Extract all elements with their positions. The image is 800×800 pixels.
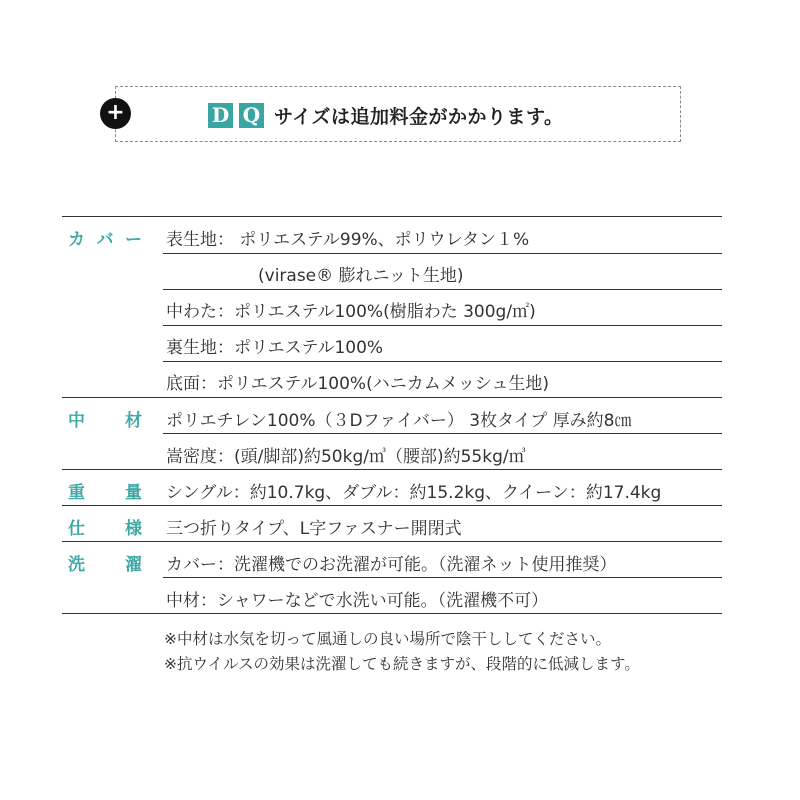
table-line: [62, 216, 722, 217]
plus-icon: +: [100, 98, 131, 129]
cover-fabric-note: (virase® 膨れニット生地): [258, 266, 464, 286]
size-badge-q: Q: [239, 103, 264, 128]
label-weight: 重 量: [68, 483, 142, 503]
cover-lining: 裏生地：ポリエステル100%: [166, 338, 384, 358]
table-line: [163, 433, 722, 434]
cover-outer-fabric: 表生地： ポリエステル99%、ポリウレタン１%: [166, 230, 530, 250]
core-density: 嵩密度：(頭/脚部)約50kg/㎥（腰部)約55kg/㎥: [166, 447, 526, 467]
cover-padding: 中わた：ポリエステル100%(樹脂わた 300g/㎡): [166, 302, 536, 322]
label-cover: カ バ ー: [68, 230, 142, 250]
wash-cover: カバー：洗濯機でのお洗濯が可能。（洗濯ネット使用推奨）: [166, 555, 617, 575]
note-antiviral: ※抗ウイルスの効果は洗濯しても続きますが、段階的に低減します。: [164, 655, 640, 673]
label-core: 中 材: [68, 411, 142, 431]
table-line: [62, 397, 722, 398]
core-material: ポリエチレン100%（３Dファイバー） 3枚タイプ 厚み約8㎝: [166, 411, 632, 431]
table-line: [163, 289, 722, 290]
size-badge-d: D: [208, 103, 233, 128]
label-wash: 洗 濯: [68, 555, 142, 575]
table-line: [62, 613, 722, 614]
table-line: [163, 361, 722, 362]
weight-values: シングル：約10.7kg、ダブル：約15.2kg、クイーン：約17.4kg: [166, 483, 662, 503]
spec-value: 三つ折りタイプ、L字ファスナー開閉式: [166, 519, 462, 539]
label-spec: 仕 様: [68, 519, 142, 539]
table-line: [62, 469, 722, 470]
notice-text: サイズは追加料金がかかります。: [274, 105, 564, 128]
table-line: [163, 577, 722, 578]
table-line: [62, 505, 722, 506]
notice-content: [208, 101, 563, 129]
note-drying: ※中材は水気を切って風通しの良い場所で陰干ししてください。: [164, 630, 611, 648]
table-line: [163, 325, 722, 326]
table-line: [163, 253, 722, 254]
wash-core: 中材：シャワーなどで水洗い可能。（洗濯機不可）: [166, 591, 549, 611]
table-line: [62, 541, 722, 542]
cover-bottom: 底面：ポリエステル100%(ハニカムメッシュ生地): [166, 374, 549, 394]
